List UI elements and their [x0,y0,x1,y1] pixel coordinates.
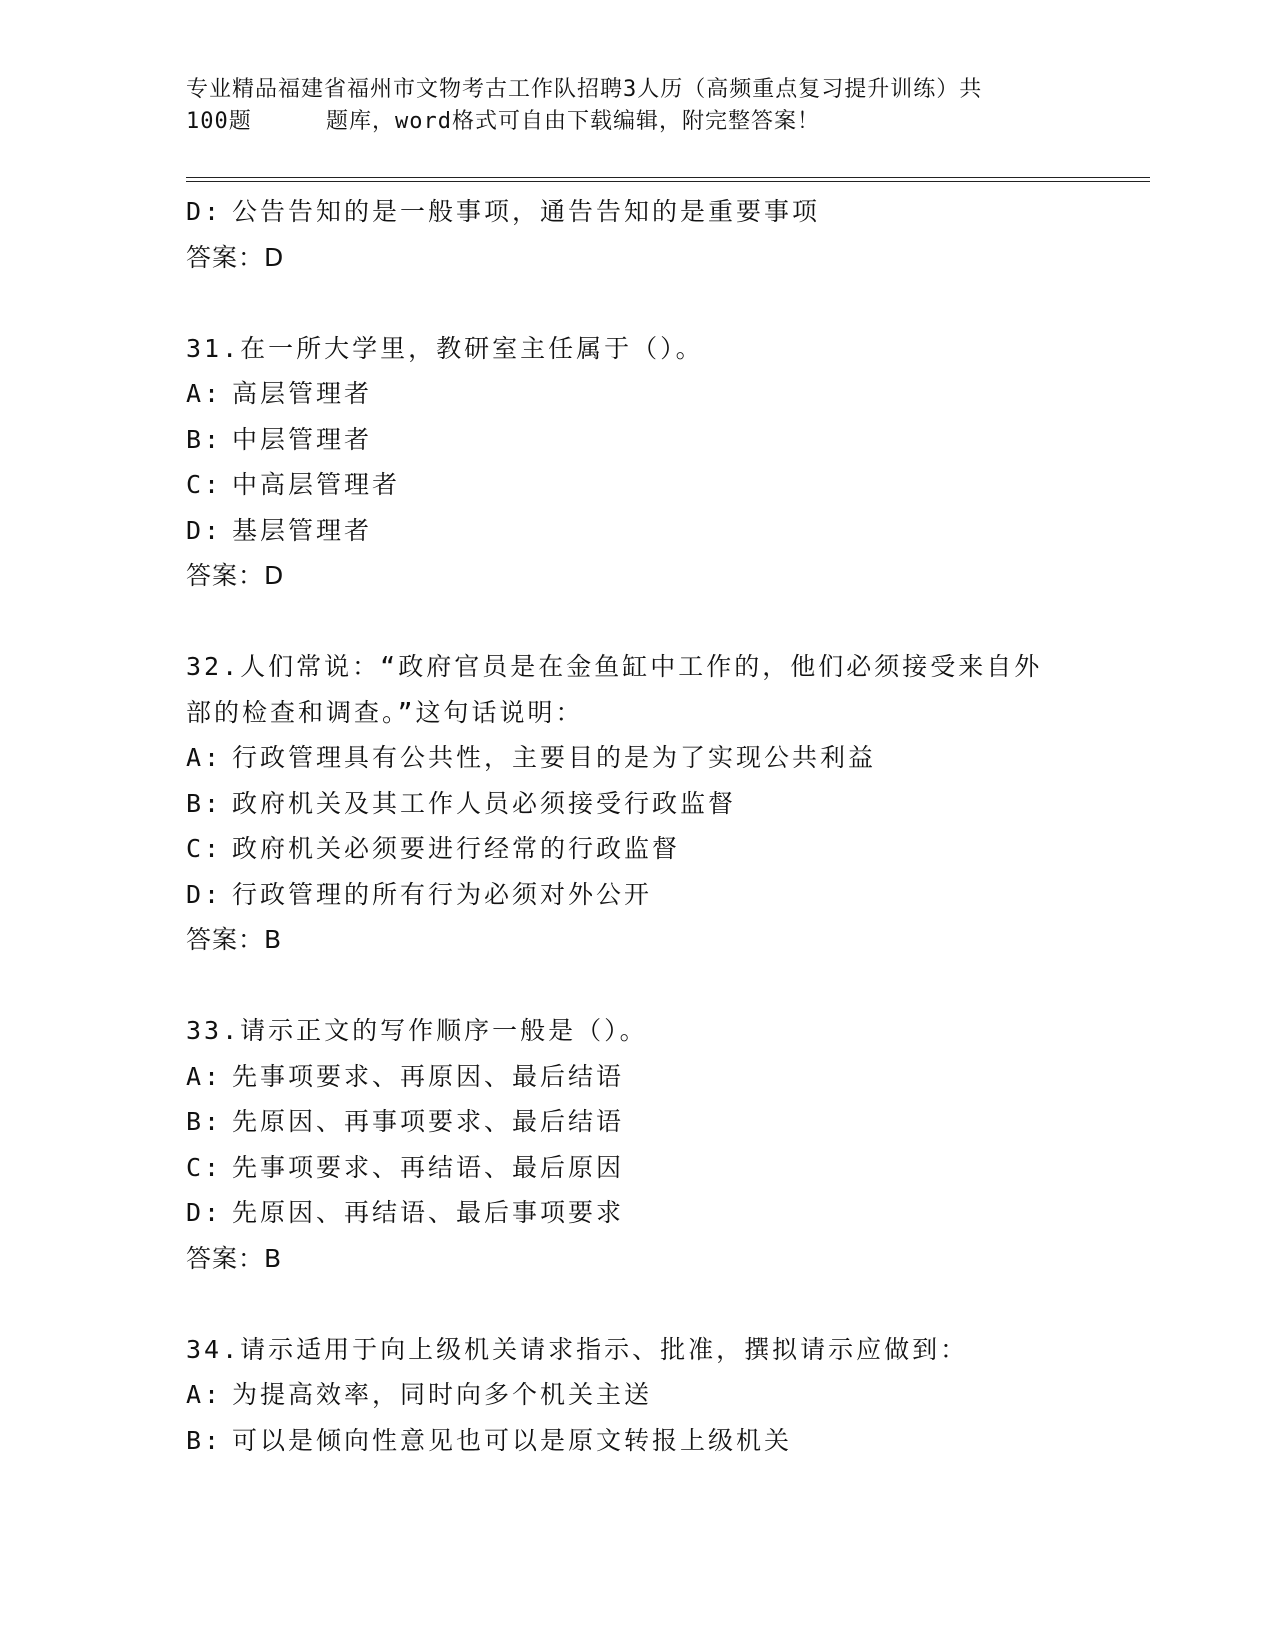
question-31-answer: 答案：D [186,561,285,590]
question-32-answer: 答案：B [186,925,283,954]
header-subtitle-text: 题库，word格式可自由下载编辑，附完整答案！ [326,109,820,134]
option-key: B: [186,1425,223,1455]
option-text: 基层管理者 [232,515,373,545]
question-32-option-b [186,781,1086,827]
spacer [186,963,1086,1009]
question-31-option-d [186,508,1086,554]
header-title-line: 专业精品福建省福州市文物考古工作队招聘3人历（高频重点复习提升训练）共 [186,77,983,102]
document-header [186,74,1086,138]
header-divider-top [186,177,1150,178]
option-text: 行政管理具有公共性，主要目的是为了实现公共利益 [232,743,877,772]
question-34-option-a [186,1372,1086,1418]
option-key: D: [186,197,223,226]
option-key: C: [186,470,223,499]
header-question-count: 100题 [186,109,252,134]
header-subtitle-line [186,106,1086,138]
question-31-option-b [186,417,1086,463]
question-33-option-b [186,1099,1086,1145]
option-text: 政府机关及其工作人员必须接受行政监督 [232,788,737,818]
question-32-option-c [186,826,1086,872]
question-33-option-c [186,1145,1086,1191]
header-divider-bottom [186,181,1150,182]
option-key: B: [186,424,223,454]
option-text: 中高层管理者 [232,470,401,499]
question-31-option-c [186,462,1086,508]
option-key: D: [186,879,223,909]
prev-option-d [186,189,1086,235]
question-32-option-a [186,735,1086,781]
question-32-stem: 32.人们常说：“政府官员是在金鱼缸中工作的，他们必须接受来自外 [186,652,1043,681]
option-key: C: [186,1152,223,1182]
spacer [186,1281,1086,1327]
option-text: 先事项要求、再结语、最后原因 [232,1152,625,1182]
option-text: 先事项要求、再原因、最后结语 [232,1061,625,1091]
option-text: 行政管理的所有行为必须对外公开 [232,879,653,909]
option-text: 高层管理者 [232,379,373,408]
option-key: A: [186,1380,223,1409]
option-key: C: [186,834,223,863]
option-key: A: [186,1061,223,1091]
option-key: B: [186,1107,223,1136]
spacer [186,599,1086,645]
question-33-option-d [186,1190,1086,1236]
option-key: D: [186,515,223,545]
spacer [186,280,1086,326]
prev-answer: 答案：D [186,242,285,272]
question-33-answer: 答案：B [186,1243,283,1273]
option-text: 中层管理者 [232,424,373,454]
question-34-option-b [186,1418,1086,1464]
option-key: B: [186,788,223,818]
question-31-option-a [186,371,1086,417]
question-content [186,189,1086,1463]
option-text: 先原因、再结语、最后事项要求 [232,1198,625,1227]
option-text: 为提高效率，同时向多个机关主送 [232,1380,653,1409]
option-key: D: [186,1198,223,1227]
question-34-stem: 34.请示适用于向上级机关请求指示、批准，撰拟请示应做到： [186,1334,969,1364]
option-text: 政府机关必须要进行经常的行政监督 [232,834,681,863]
option-key: A: [186,743,223,772]
option-text: 公告告知的是一般事项，通告告知的是重要事项 [232,197,821,226]
option-key: A: [186,379,223,408]
question-31-stem: 31.在一所大学里，教研室主任属于（）。 [186,333,704,363]
question-33-stem: 33.请示正文的写作顺序一般是（）。 [186,1016,648,1045]
option-text: 先原因、再事项要求、最后结语 [232,1107,625,1136]
question-32-stem-continued: 部的检查和调查。”这句话说明： [186,697,584,727]
option-text: 可以是倾向性意见也可以是原文转报上级机关 [232,1425,793,1455]
question-33-option-a [186,1054,1086,1100]
question-32-option-d [186,872,1086,918]
